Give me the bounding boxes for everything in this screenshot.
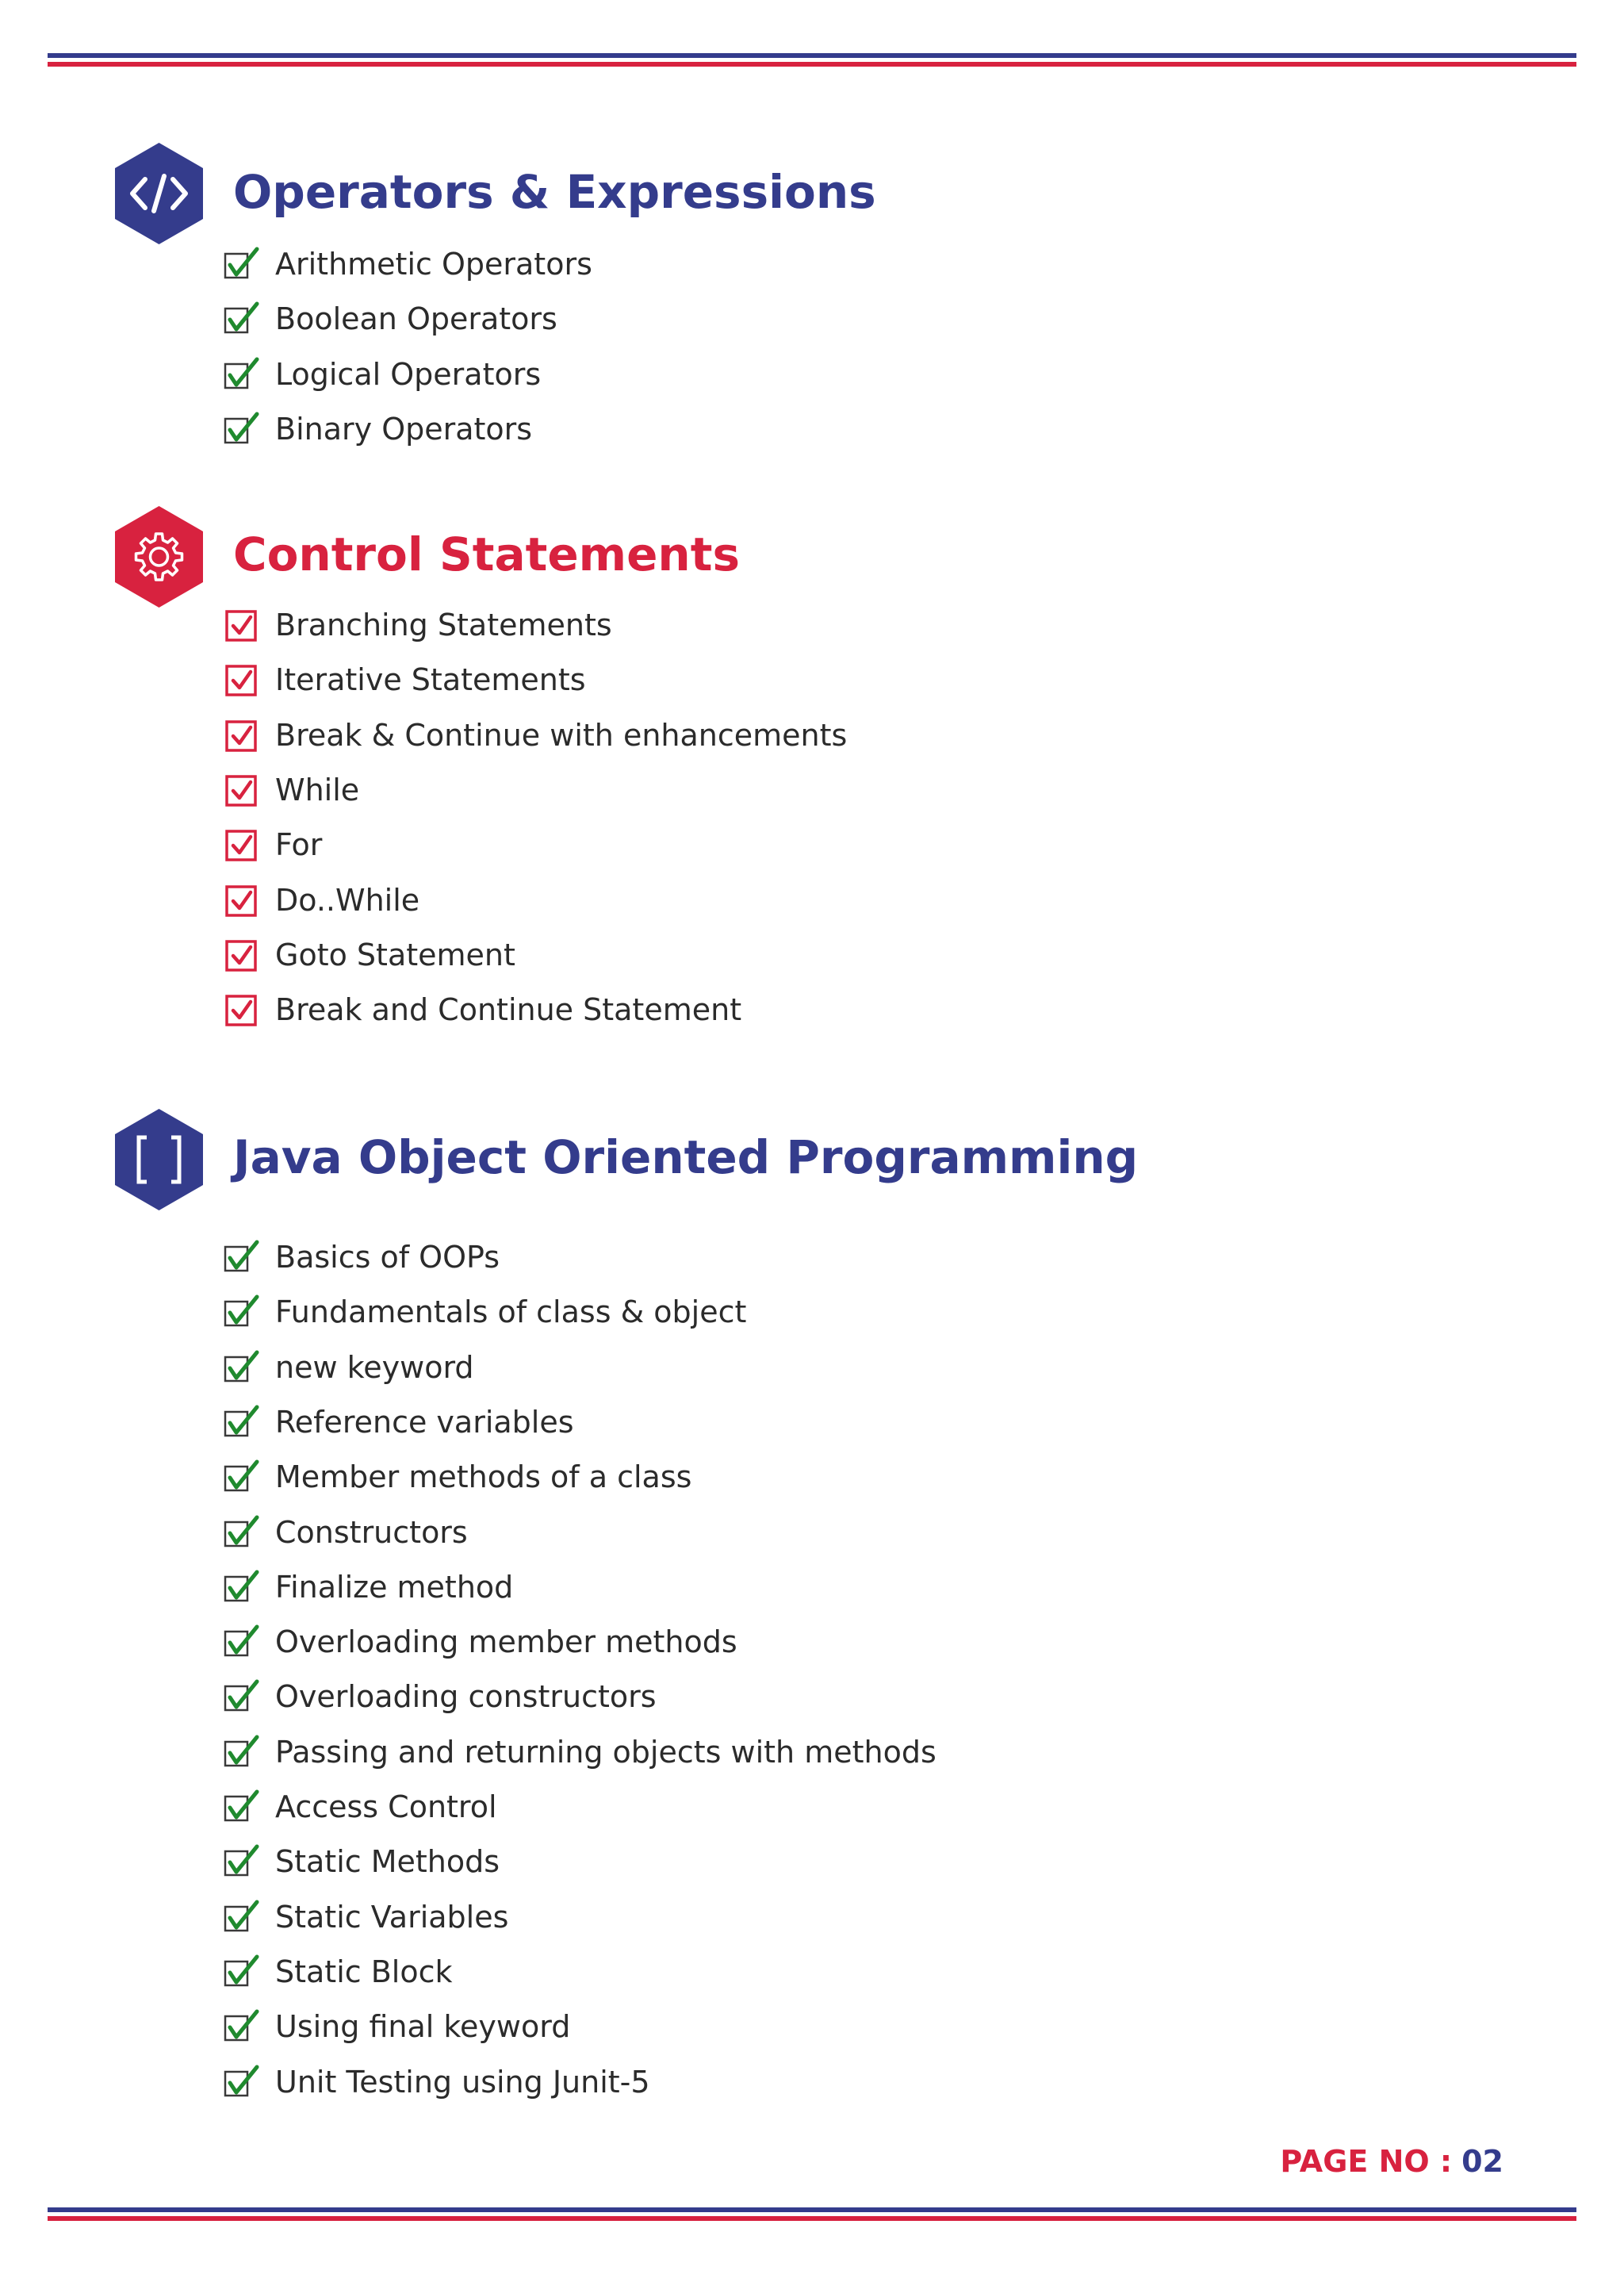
page-label: PAGE NO : xyxy=(1280,2144,1453,2179)
checkmark-icon xyxy=(224,1734,260,1770)
list-item-label: Do..While xyxy=(275,882,420,918)
checkbox-checked-icon xyxy=(224,991,260,1028)
checkmark-icon xyxy=(224,1349,260,1386)
checkmark-icon xyxy=(224,1239,260,1275)
list-item-label: Overloading constructors xyxy=(275,1679,657,1715)
checkmark-icon xyxy=(224,1899,260,1935)
checkmark-icon xyxy=(224,1514,260,1551)
checkbox-checked-icon xyxy=(224,937,260,973)
list-item-label: Arithmetic Operators xyxy=(275,247,592,282)
checkmark-icon xyxy=(224,2008,260,2045)
checkmark-icon xyxy=(224,246,260,282)
list-item-label: Overloading member methods xyxy=(275,1624,737,1660)
list-item-label: Reference variables xyxy=(275,1404,574,1440)
page-number xyxy=(1280,2144,1503,2179)
list-item-label: Unit Testing using Junit-5 xyxy=(275,2064,650,2100)
list-item-label: Passing and returning objects with methods xyxy=(275,1734,936,1770)
checkmark-icon xyxy=(224,2064,260,2100)
top-divider xyxy=(48,53,1576,67)
list-item-label: Static Block xyxy=(275,1954,453,1989)
section-title: Java Object Oriented Programming xyxy=(233,1130,1139,1184)
list-item-label: Static Methods xyxy=(275,1844,500,1880)
list-item-label: Break and Continue Statement xyxy=(275,992,742,1028)
list-item-label: Iterative Statements xyxy=(275,662,586,698)
checkmark-icon xyxy=(224,1843,260,1880)
checkbox-checked-icon xyxy=(224,717,260,754)
checkmark-icon xyxy=(224,1294,260,1330)
page-number-value: 02 xyxy=(1461,2144,1503,2179)
list-item-label: Break & Continue with enhancements xyxy=(275,717,848,753)
checkmark-icon xyxy=(224,1459,260,1495)
list-item-label: Branching Statements xyxy=(275,608,612,642)
section-title: Operators & Expressions xyxy=(233,165,876,219)
list-item-label: Binary Operators xyxy=(275,411,533,447)
checkbox-checked-icon xyxy=(224,826,260,863)
checkmark-icon xyxy=(224,411,260,447)
checkmark-icon xyxy=(224,1569,260,1605)
list-item-label: Logical Operators xyxy=(275,356,542,392)
checkmark-icon xyxy=(224,1624,260,1660)
checkmark-icon xyxy=(224,356,260,393)
list-item-label: Constructors xyxy=(275,1514,468,1550)
gear-icon xyxy=(113,504,205,609)
list-item-label: Boolean Operators xyxy=(275,301,557,337)
list-item-label: Static Variables xyxy=(275,1899,509,1935)
list-item-label: Goto Statement xyxy=(275,937,515,972)
list-item-label: Access Control xyxy=(275,1789,497,1824)
list-item-label: Basics of OOPs xyxy=(275,1240,500,1275)
list-item-label: Fundamentals of class & object xyxy=(275,1294,747,1330)
checkbox-checked-icon xyxy=(224,607,260,643)
checkmark-icon xyxy=(224,301,260,337)
checkbox-checked-icon xyxy=(224,662,260,698)
list-item-label: new keyword xyxy=(275,1349,474,1385)
checkmark-icon xyxy=(224,1954,260,1990)
list-item-label: While xyxy=(275,772,360,807)
list-item-label: For xyxy=(275,827,323,863)
code-brackets-icon xyxy=(113,141,205,246)
list-item-label: Member methods of a class xyxy=(275,1459,692,1495)
checkbox-checked-icon xyxy=(224,882,260,918)
list-item-label: Finalize method xyxy=(275,1569,514,1605)
square-brackets-icon xyxy=(113,1107,205,1212)
checkbox-checked-icon xyxy=(224,772,260,808)
bottom-divider xyxy=(48,2207,1576,2221)
checkmark-icon xyxy=(224,1678,260,1715)
list-item-label: Using final keyword xyxy=(275,2009,571,2045)
section-title: Control Statements xyxy=(233,527,740,581)
checkmark-icon xyxy=(224,1789,260,1825)
checkmark-icon xyxy=(224,1404,260,1440)
